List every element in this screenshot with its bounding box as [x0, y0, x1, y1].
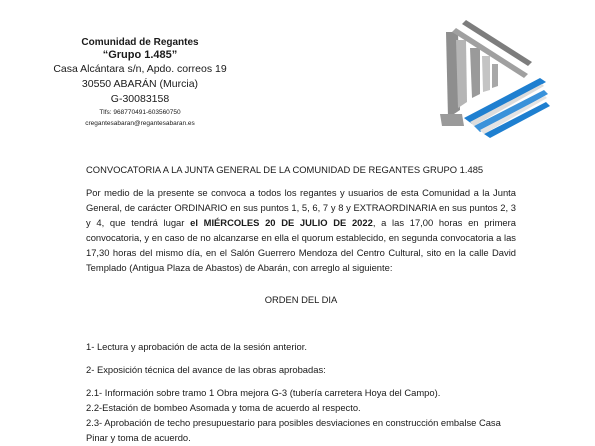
agenda-item: 2.1- Información sobre tramo 1 Obra mejora G-3 (tubería carretera Hoya del Campo). — [86, 387, 441, 398]
agenda-list — [86, 339, 516, 445]
agenda-title: ORDEN DEL DIA — [264, 294, 338, 305]
convocation-paragraph — [86, 185, 516, 275]
address-line: Casa Alcántara s/n, Apdo. correos 19 — [53, 63, 227, 75]
agenda-item: 2.3- Aprobación de techo presupuestario para posibles desviaciones en construcción embalse Casa Pinar y toma de acuerdo. — [86, 417, 501, 443]
group-name: “Grupo 1.485” — [102, 49, 178, 61]
org-name: Comunidad de Regantes — [81, 37, 199, 48]
agenda-item: 2.2-Estación de bombeo Asomada y toma de acuerdo al respecto. — [86, 402, 361, 413]
paragraph-part-1: Por medio de la presente se convoca a todos los regantes y usuarios de esta Comunidad a la Junta General, de carácter ORDINARIO en sus puntos 1, 5, 6, 7 y 8 y EXTRAORDINARIA en sus puntos 2, 3 y 4, que tendrá lugar — [86, 187, 516, 228]
agenda-item: 2- Exposición técnica del avance de las obras aprobadas: — [86, 364, 326, 375]
phone-line: Tlfs: 968770491-603560750 — [99, 109, 181, 116]
paragraph-part-2: , a las 17,00 horas en primera convocatoria, y en caso de no alcanzarse en ella el quorum establecido, en segunda convocatoria a las 17,30 horas del mismo día, en el Salón Guerrero Mendoza del Centro Cultural, sito en la calle David Templado (Antigua Plaza de Abastos) de Abarán, con arreglo al siguiente: — [86, 217, 516, 273]
city-line: 30550 ABARÁN (Murcia) — [81, 78, 199, 90]
irrigation-community-logo-icon — [432, 18, 557, 148]
meeting-date: el MIÉRCOLES 20 DE JULIO DE 2022 — [190, 217, 373, 228]
letterhead — [40, 36, 240, 129]
agenda-item: 1- Lectura y aprobación de acta de la sesión anterior. — [86, 341, 307, 352]
cif-line: G-30083158 — [110, 93, 170, 105]
document-title: CONVOCATORIA A LA JUNTA GENERAL DE LA COMUNIDAD DE REGANTES GRUPO 1.485 — [86, 164, 484, 175]
email-line: cregantesabaran@regantesabaran.es — [85, 120, 195, 127]
